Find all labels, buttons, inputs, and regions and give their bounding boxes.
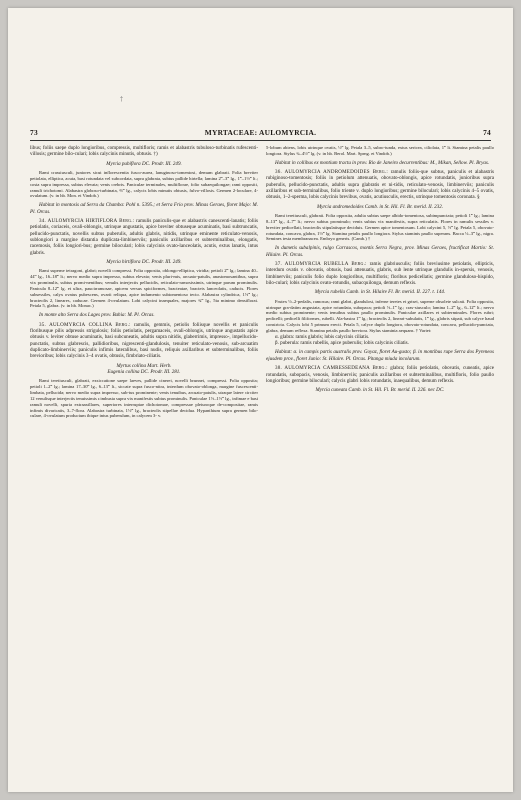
species-details: Rami superne tetragoni, glabri; novelli compressi. Folia opposita, oblongo-elliptica, viridia; petioli 2‴ lg.; lamina 40–44‴ lg., 16–18‴ lt.; nervo medio supra impresso, subtus elevato; venis pluri-mis, arcuato-patulis, anastomosantibus, supra vix prominulis, subtus promi-nentibus; venulis interjectis pellucidis, reticulato-ramosissimis, utrinque parum prominulis. Panicula 8–12‴ lg. et ultra, paucirramosae, apicem versus spiciformes, bracteatae, bracteis lanceolatis, caducis. Flores subsessiles, calyx ovatus pubescens, ovarii reliqua, apice indumento subtomentoso tecto. Alabastra cylindrica, 1½‴ lg.; bracteolis 2, lineares, caducae. Germen 4-ovulatum. Lobi calycini inaequales, majores ¾‴ lg., 5ta minimo densiflorat. Petala 5, glabra. (v. in hb. Monac.) (30, 268, 258, 309)
species-details: Rami teretiusculi, glabrati, exsiccatione saepe laeves, pallide cinerei, novelli brunnei, compressi. Folia opposita; petioli 1–2‴ lg.; lamina 17–30‴ lg., 6–13‴ lt., siccate supra fusco-nitra, interdum obovato-oblonga, margine fuscescenti-limbata, pellucida; nervo medio supra impresso, sub-tus prominente; venis tenuibus, arcuato-patulis, utraque latere circiter 12 venulisque interjectis tenuissimis r.imbusta supra vix manifestis subtus prominulis. Paniculae 1½–1½‴ lg., infimae e basi ramuli novelli, spuria extraaxillares, superiores interruptae dichotomae, compressae pleiuroque de-compositae, ramis infimis divaricatis, 3–7-flora. Alabastra turbinata, 1½‴ lg., bracteolis stipellae decidua. Hypanthium supra germen bilo-culare, 4-ovulatum productum ibique intus puberulum, in calycem 3- v. (30, 378, 258, 419)
synonym: Myrcia hirtiflora DC. Prodr. III. 249. (106, 259, 182, 265)
page-number-right: 74 (483, 128, 491, 137)
variety-alpha: α. glabra: ramis glabris; lobis calycinis ciliatis. (275, 333, 370, 340)
species-details: Rami teretiusculi, glabrati. Folia opposita, adulta subtus saepe albido-tomentosa, subimpunctata; petioli 1‴ lg.; lamina 8–13‴ lg., 4–7‴ lt.; nervo subtus prominulo; venis subtus vix manifestis, supra reticulatis. Flores in ramulis sessiles v. breviter pedicellati, bracteolis stipulatisque deciduis. Germen apice tomentosum. Lobi calycini 5, ½‴ lg. Petala 5, obovato-rotundata, concava, glabra, 1½‴ lg. Stamina petalis paullo longiora. Stylus staminis paullo superans. Bacca ⅓–3‴ lg., nigra. Semines testa membranacea. Embryo generis. (Camb.) † (266, 213, 494, 242)
species-entry-35 (30, 322, 258, 360)
synonym: Myrcia rubella Camb. in St. Hilaire Fl. Br. merid. II. 227. t. 144. (314, 289, 446, 296)
page-number-left: 73 (30, 128, 38, 137)
species-details: Rami crassiusculi, juniores sicut inflorescentia fusco-aurea, lanuginoso-tomentosi, demum glabrati. Folia breviter petiolata, elliptica, acuta, basi rotundata vel subcordata, supra glabrata, subtus pallide hirtella; lamina 2‴–3‴ lg., 1‴–1½‴ lt.; costa supra impressa, subtus elevata; venis crebris. Paniculae terminales, multiflorae, folio subaequilongae; rami oppositi, ramuli trichotomi. Alabastra globoso-turbinata, ⅔‴ lg., calycis lobis minutis obtusis, fulvo-villosis. Germen 2-loculare, 4-ovulatum. (v. in hb. Mon. et Vindob.) (30, 170, 258, 199)
species-title: 35. AULOMYRCIA COLLINA Berg.: (39, 321, 131, 328)
species-title: 36. AULOMYRCIA ANDROMEDOIDES Berg.: (275, 169, 388, 176)
synonym: Myrtus collina Mart. Herb. (116, 362, 172, 369)
species-diagnosis: glabra; foliis petiolatis, obovatis, cuneatis, apice rotundatis, subopacis, venosis, limbinerviis; paniculis axillaribus et subterminalibus, multifloris, folio paullo longioribus; germine biloculari; calycis glabri lobis rotundatis, inaequalibus, demum reflexis. (266, 365, 494, 384)
species-entry-36 (266, 169, 494, 201)
species-title: 37. AULOMYRCIA RUBELLA Berg.: (275, 261, 367, 267)
corner-mark: † (120, 96, 123, 103)
book-page (8, 8, 513, 792)
habitat-note: Habitat in collibus ex montium tractu in prov. Rio de Janeiro decurrentibus: M., Mikan, Sellow. Pl. Bryas. (275, 159, 490, 166)
synonym: Myrcia andromedoides Camb. in St. Hil. Fl. Br. merid. II. 232. (316, 203, 444, 210)
left-column (30, 145, 258, 419)
species-diagnosis: ramulis, gemmis, petiolis foliisque novellis et paniculis floribusque pilis adpressis strigulosis; foliis petiolatis, pergamaceis, ovali-oblongis, utrinque angustatis apice obtusis v. leviter obtuse acuminatis, basi subcuneatis, adultis supra nitidis, glaberrimis, impresso-, impellucido-punctatis, subtus glabrescis, pallidioribus, nigrescenti-glandulosis, tenuiter reticulato-venosis, sub-arcuatim duplicato-limbinerviis; paniculis infimis lateralibus, basi nudis, reliquis axillaribus et subterminalibus, foliis brevioribus; lobis calycinis 3–4 ovatis, obtusis, fimbriato-ciliatis. (30, 321, 258, 360)
continued-description: libus; foliis saepe duplo longioribus, compressis, multifloris; ramis et alabastris tubuloso-turbinatis rufescenti-villosis; germine bilo-culari; lobis calycinis minutis, obtusis. †) (30, 145, 258, 158)
species-entry-37 (266, 261, 494, 286)
species-title: 34. AULOMYRCIA HIRTIFLORA Berg.: (39, 217, 135, 224)
running-header (30, 128, 491, 141)
habitat-note: Habitat in montosis ad Serra da Chamba: Pohl n. 5395.; et Serra Frio prov. Minas Geraes, floret Majo: M. Pl. Orcas. (30, 202, 258, 215)
species-title: 38. AULOMYRCIA CAMRESSEDEANA Berg.: (275, 365, 388, 372)
habitat-note: Habitat: α. in campis partis australis prov. Goyaz, floret Au-gusto; β. in montibus rupe Serra dos Pyreneos ejusdem prov., floret Junio: St. Hilaire. Pl. Orcas. Pitanga miuda incolarum. (266, 349, 494, 362)
synonym: Myrcia pubiflora DC. Prodr. III. 249. (106, 160, 182, 167)
continued-description: 5-lobum abiens, lobis utrinque ovatis, ½‴ lg. Petala 3–5, subro-tunda, extus sericea, ciliolata, 1‴ lt. Stamina petalis paullo longiora. Stylus ¾–4½‴ lg. (v. in hb. Berol. Mart. Sprng. et Vindob.) (266, 145, 494, 156)
variety-beta: β. puberula: ramis rubellis, apice puberulis; lobis calycinis ciliatis. (275, 340, 409, 347)
species-diagnosis: ramulis foliis-que subtus, paniculis et alabastris rubiginoso-tomentosis; foliis in petiolum attenuatis, obovato-oblongis, apice rotundatis, junioribus supra puberulis, pellucido-punctatis, adultis supra glabratis et ni-tidis, reticulato-venosis, limbinerviis; paniculis axillaribus et sub-terminalibus, folio triente v. duplo longioribus; germine biloculari; lobis calycinis 4–5 ovatis, obtusis, 1–2-sperma, lobis calycinis brevibus, ovatis, acutiusculis, erectis, utrinque tomentosis coronata. § (266, 169, 495, 201)
habitat-note: In monte alto Serra dos Lages prov. Bahia: M. Pl. Orcas. (39, 312, 155, 319)
right-column (266, 145, 494, 397)
species-entry-34 (30, 218, 258, 256)
synonym: Myrcia cuneata Camb. in St. Hil. Fl. Br. merid. II. 226. nec DC. (315, 387, 445, 394)
habitat-note: In dumetis subalpinis, rulgo Carrascos, montis Serra Negra, prov. Minas Geraes, fructificat Martio: St. Hilaire. Pl. Orcas. (266, 245, 494, 258)
species-diagnosis: ramulis paniculis-que et alabastris canescenti-lanatis; foliis petiolatis, coriaceis, ovali-oblongis, utrinque angustatis, apice breviter obtuseque acuminatis, basi subtruncatis, pellucido-punctatis, novellis subtus puberulis, adultis glabris, nitidis, utrinque eminente reticulato-venosis, sublongiori a margine distantia duplicata-limbinerviis; paniculis axillaribus et subterminalibus, elongatis, racemosis, foliis longiori-bus; germine biloculari; lobis calycinis ovato-lanceolatis, acutis, extus lanatis, intus glabris. (30, 217, 259, 256)
species-details: Frutex ½–2-pedalis, ramosus; rami glabri, glandulosi, inferne teretes et grisei, superne obsolete sulcati. Folia opposita, utrinque gra-datim angustata, apice rotundata, subopaca; petioli ½–1‴ lg.; cras-siusculo; lamina 1–2‴ lg., 6–12‴ lt.; nervo medio subtus prominente; venis tenuibus subtus paullo prominulis. Paniculae axillares et subterminales. Flores rubri; pedicelli; pedicelli filiformes, rubelli. Ala-bastra 1‴ lg.; bracteolis 2, lineari-subulatis, 1‴ lg., glabris stipati, sub calyce haud constricta. Calycis lobi 5 primum erecti. Petala 5, calyce duplo longiora, obovato-rotundata, concava, pellucido-punctata, glabra, demum reflexa. Stamina petalis paullo breviora. Stylus staminia aequans. † Variet: (266, 298, 494, 333)
running-title: MYRTACEAE: AULOMYRCIA. (204, 128, 317, 137)
species-diagnosis: ramis glabriusculis; foliis breviusime petiolatis, ellipticis, interdum ovatis v. obovatis, obtusis, basi attenuatis, glabris, sub lente utrinque glandulis in-spersis, venosis, limbinerviis; paniculis folio duplo longioribus, multifloris; floribus pedicellatis; germine glanduloso-hispido, bilo-culari; lobis calycinis ovato-rotundis, subacquilonga, demum reflexis. (266, 261, 495, 287)
synonym: Eugenia collina DC. Prodr. III. 281. (107, 369, 181, 375)
species-entry-38 (266, 365, 494, 384)
